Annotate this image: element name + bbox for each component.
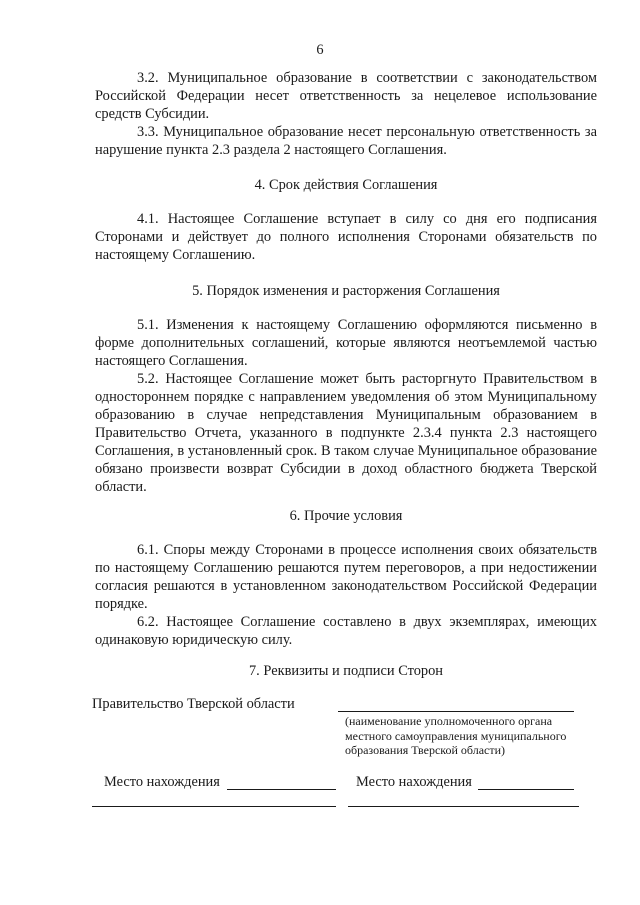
section-5-body [95, 316, 597, 496]
left-location-line-2 [92, 806, 336, 807]
clause-4-1: 4.1. Настоящее Соглашение вступает в силу со дня его подписания Сторонами и действует до полного исполнения Сторонами обязательств по настоящему Соглашению. [95, 211, 597, 263]
section-3-body [95, 69, 597, 159]
clause-6-2: 6.2. Настоящее Соглашение составлено в двух экземплярах, имеющих одинаковую юридическую силу. [95, 614, 597, 648]
section-7-title: 7. Реквизиты и подписи Сторон [248, 663, 443, 679]
left-location-line-1 [227, 789, 336, 790]
clause-5-1: 5.1. Изменения к настоящему Соглашению оформляются письменно в форме дополнительных соглашений, которые являются неотъемлемой частью настоящего Соглашения. [95, 317, 597, 369]
right-location-label: Место нахождения [356, 774, 472, 790]
left-party-name: Правительство Тверской области [92, 696, 295, 712]
section-5-title: 5. Порядок изменения и расторжения Соглашения [192, 283, 500, 299]
right-party-note: (наименование уполномоченного органа местного самоуправления муниципального образования Тверской области) [345, 714, 567, 757]
section-6-title: 6. Прочие условия [289, 508, 403, 524]
section-4-body [95, 210, 597, 264]
clause-5-2: 5.2. Настоящее Соглашение может быть расторгнуто Правительством в одностороннем порядке с направлением уведомления об этом Муниципальному образованию в случае непредставления Муниципальным образованием в Правительство Отчета, указанного в подпункте 2.3.4 пункта 2.3 настоящего Соглашения, в установленный срок. В таком случае Муниципальное образование обязано произвести возврат Субсидии в доход областного бюджета Тверской области. [95, 371, 597, 495]
section-6-body [95, 541, 597, 649]
clause-3-2: 3.2. Муниципальное образование в соответствии с законодательством Российской Федерации несет ответственность за нецелевое использование средств Субсидии. [95, 70, 597, 122]
clause-3-3: 3.3. Муниципальное образование несет персональную ответственность за нарушение пункта 2.3 раздела 2 настоящего Соглашения. [95, 124, 597, 158]
left-location-label: Место нахождения [104, 774, 220, 790]
right-party-name-line [338, 711, 574, 712]
right-location-line-1 [478, 789, 574, 790]
right-location-line-2 [348, 806, 579, 807]
section-4-title: 4. Срок действия Соглашения [254, 177, 438, 193]
page-number: 6 [316, 42, 324, 58]
clause-6-1: 6.1. Споры между Сторонами в процессе исполнения своих обязательств по настоящему Соглашению решаются путем переговоров, а при недостижении согласия решаются в установленном законодательством Российской Федерации порядке. [95, 542, 597, 612]
